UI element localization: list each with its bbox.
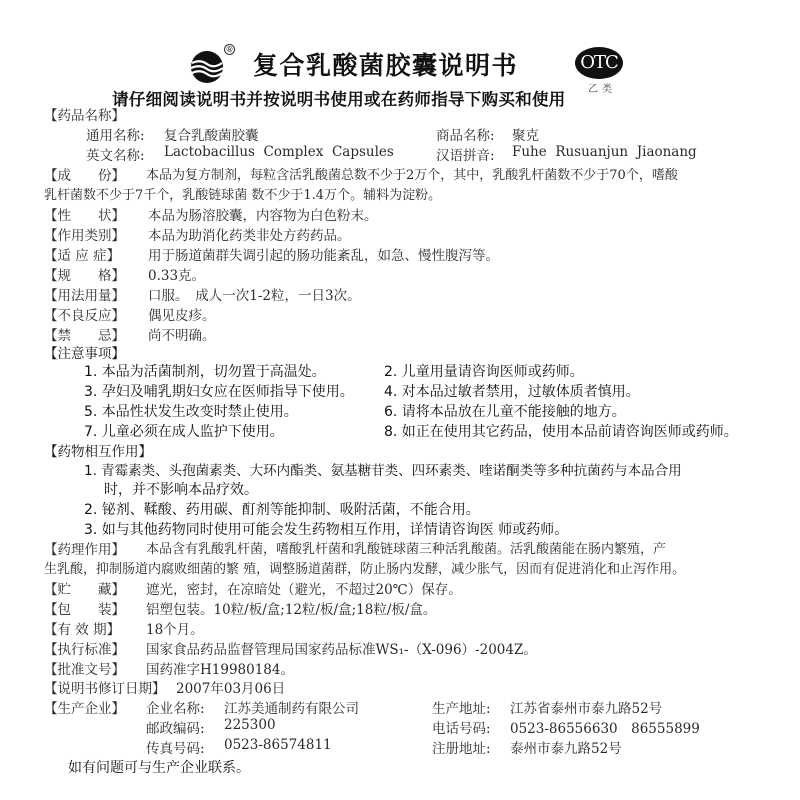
package-value: 铝塑包装。10粒/板/盒;12粒/板/盒;18粒/板/盒。: [146, 602, 437, 618]
trade-name-label: 商品名称:: [436, 128, 495, 144]
section-standard-label: 【执行标准】: [44, 642, 125, 658]
section-approval-label: 【批准文号】: [44, 662, 125, 678]
specification-value: 0.33克。: [148, 268, 206, 284]
precaution-item-3: 3. 孕妇及哺乳期妇女应在医师指导下使用。: [84, 384, 354, 400]
english-name-label: 英文名称:: [86, 148, 145, 164]
contraindications-value: 尚不明确。: [148, 328, 216, 344]
otc-class-label: 乙类: [588, 84, 616, 95]
interaction-item-3: 3. 如与其他药物同时使用可能会发生药物相互作用，详情请咨询医 师或药师。: [84, 522, 569, 538]
postcode-label: 邮政编码:: [146, 721, 205, 737]
interaction-item-1-line-1: 1. 青霉素类、头孢菌素类、大环内酯类、氨基糖苷类、四环素类、喹诺酮类等多种抗菌药与本品合用: [84, 463, 682, 479]
contact-note: 如有问题可与生产企业联系。: [68, 760, 250, 776]
validity-value: 18个月。: [146, 622, 204, 638]
pinyin-label: 汉语拼音:: [436, 148, 495, 164]
section-indications-label: 【适 应 症】: [44, 248, 121, 264]
section-package-label: 【包 装】: [44, 602, 125, 618]
section-drug-name-label: 【药品名称】: [44, 108, 125, 124]
english-name-value: Lactobacillus Complex Capsules: [164, 144, 394, 160]
section-validity-label: 【有 效 期】: [44, 622, 121, 638]
adverse-reactions-value: 偶见皮疹。: [148, 308, 216, 324]
company-name-label: 企业名称:: [146, 701, 205, 717]
section-adverse-reactions-label: 【不良反应】: [44, 308, 125, 324]
section-category-label: 【作用类别】: [44, 228, 125, 244]
document-title: 复合乳酸菌胶囊说明书: [253, 51, 519, 80]
generic-name-label: 通用名称:: [86, 128, 145, 144]
precaution-item-6: 6. 请将本品放在儿童不能接触的地方。: [384, 404, 626, 420]
phone-value: 0523-86556630 86555899: [510, 721, 700, 737]
section-specification-label: 【规 格】: [44, 268, 125, 284]
interaction-item-1-line-2: 时，并不影响本品疗效。: [104, 482, 258, 498]
section-manufacturer-label: 【生产企业】: [44, 701, 125, 717]
production-address-label: 生产地址:: [432, 701, 491, 717]
precaution-item-2: 2. 儿童用量请咨询医师或药师。: [384, 364, 584, 380]
generic-name-value: 复合乳酸菌胶囊: [164, 128, 259, 144]
otc-badge: OTC: [575, 47, 623, 79]
trade-name-value: 聚克: [512, 128, 539, 144]
precaution-item-7: 7. 儿童必须在成人监护下使用。: [84, 424, 284, 440]
company-name-value: 江苏美通制药有限公司: [224, 701, 359, 717]
registered-address-label: 注册地址:: [432, 741, 491, 757]
composition-line-1: 本品为复方制剂，每粒含活乳酸菌总数不少于2万个，其中，乳酸乳杆菌数不少于70个，嗜酸: [146, 168, 678, 183]
approval-value: 国药准字H19980184。: [146, 662, 294, 678]
company-logo-swirl-icon: [190, 50, 224, 84]
precaution-item-1: 1. 本品为活菌制剂，切勿置于高温处。: [84, 364, 326, 380]
registered-trademark-icon: ®: [225, 45, 234, 54]
pharmacology-line-2: 生乳酸，抑制肠道内腐败细菌的繁 殖，调整肠道菌群，防止肠内发酵，减少胀气，因而有促进消化和止泻作用。: [44, 562, 686, 577]
precaution-item-8: 8. 如正在使用其它药品，使用本品前请咨询医师或药师。: [384, 424, 738, 440]
category-value: 本品为助消化药类非处方药药品。: [148, 228, 351, 244]
phone-label: 电话号码:: [432, 721, 491, 737]
precaution-item-4: 4. 对本品过敏者禁用，过敏体质者慎用。: [384, 384, 640, 400]
document-subtitle: 请仔细阅读说明书并按说明书使用或在药师指导下购买和使用: [112, 90, 566, 109]
section-contraindications-label: 【禁 忌】: [44, 328, 125, 344]
registered-address-value: 泰州市泰九路52号: [510, 741, 622, 757]
composition-line-2: 乳杆菌数不少于7千个，乳酸链球菌 数不少于1.4万个。辅料为淀粉。: [44, 188, 442, 203]
revision-date-value: 2007年03月06日: [176, 681, 286, 697]
section-pharmacology-label: 【药理作用】: [44, 542, 125, 558]
section-revision-date-label: 【说明书修订日期】: [44, 681, 166, 697]
indications-value: 用于肠道菌群失调引起的肠功能紊乱，如急、慢性腹泻等。: [148, 248, 499, 264]
pharmacology-line-1: 本品含有乳酸乳杆菌，嗜酸乳杆菌和乳酸链球菌三种活乳酸菌。活乳酸菌能在肠内繁殖，产: [146, 542, 667, 557]
storage-value: 遮光，密封，在凉暗处（避光，不超过20℃）保存。: [146, 582, 462, 598]
section-storage-label: 【贮 藏】: [44, 582, 125, 598]
precaution-item-5: 5. 本品性状发生改变时禁止使用。: [84, 404, 298, 420]
section-dosage-label: 【用法用量】: [44, 288, 125, 304]
interaction-item-2: 2. 铋剂、鞣酸、药用碳、酊剂等能抑制、吸附活菌，不能合用。: [84, 502, 480, 518]
dosage-value: 口服。 成人一次1-2粒，一日3次。: [148, 288, 361, 304]
description-value: 本品为肠溶胶囊，内容物为白色粉末。: [148, 208, 378, 224]
section-interactions-label: 【药物相互作用】: [44, 444, 152, 460]
production-address-value: 江苏省泰州市泰九路52号: [510, 701, 663, 717]
fax-value: 0523-86574811: [224, 737, 332, 753]
section-description-label: 【性 状】: [44, 208, 125, 224]
postcode-value: 225300: [224, 717, 276, 733]
pinyin-value: Fuhe Rusuanjun Jiaonang: [512, 144, 697, 160]
standard-value: 国家食品药品监督管理局国家药品标准WS₁-（X-096）-2004Z。: [146, 642, 537, 658]
section-precautions-label: 【注意事项】: [44, 346, 125, 362]
section-composition-label: 【成 份】: [44, 168, 125, 184]
fax-label: 传真号码:: [146, 741, 205, 757]
